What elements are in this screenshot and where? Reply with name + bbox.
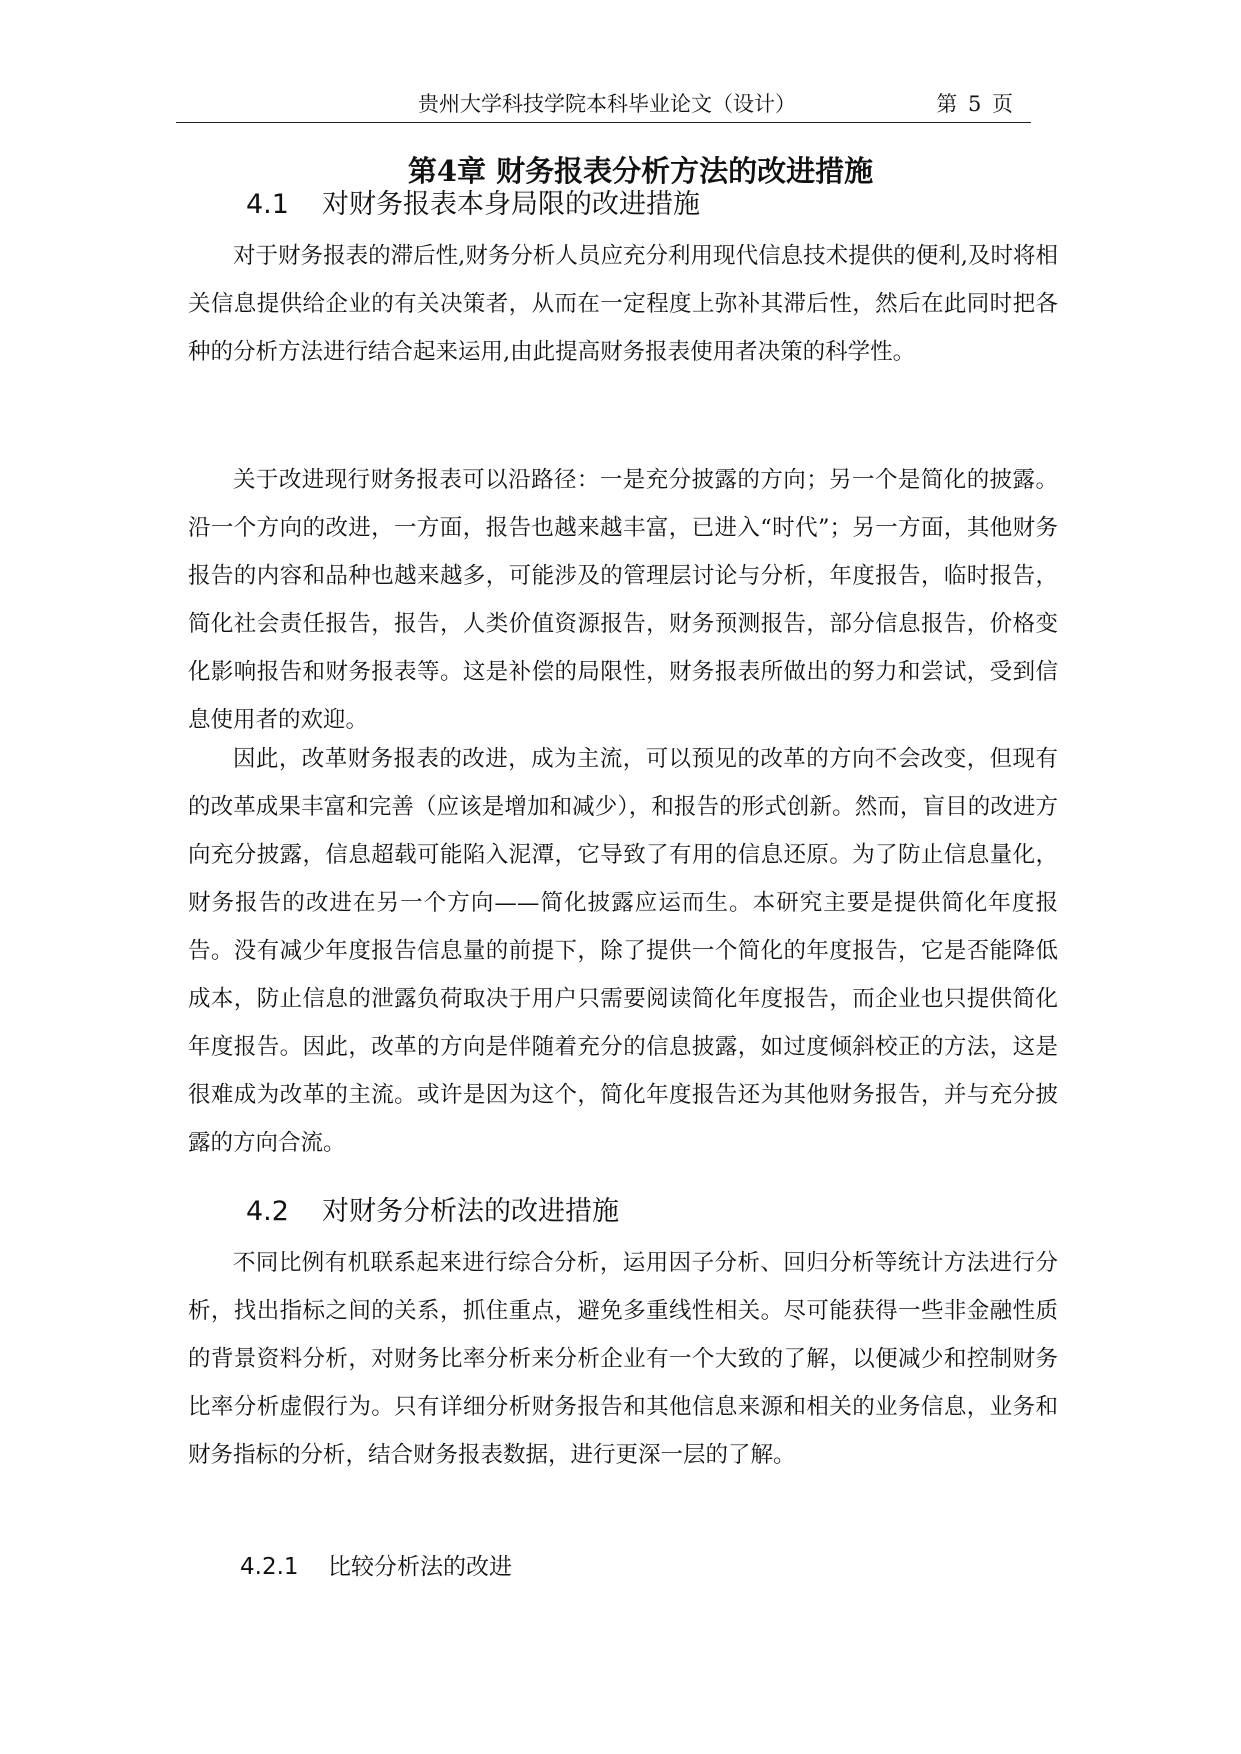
section-title: 对财务报表本身局限的改进措施 bbox=[322, 189, 700, 220]
subsection-title: 比较分析法的改进 bbox=[328, 1554, 512, 1580]
subsection-heading-4-2-1 bbox=[240, 1547, 512, 1587]
section-heading-4-1 bbox=[246, 183, 700, 227]
running-header bbox=[176, 86, 1031, 123]
subsection-number: 4.2.1 bbox=[240, 1554, 299, 1580]
section-number: 4.1 bbox=[246, 189, 289, 220]
section-title: 对财务分析法的改进措施 bbox=[322, 1196, 619, 1227]
paragraph-2: 关于改进现行财务报表可以沿路径：一是充分披露的方向；另一个是简化的披露。沿一个方向的改进，一方面，报告也越来越丰富，已进入“时代”；另一方面，其他财务报告的内容和品种也越来越多，可能涉及的管理层讨论与分析，年度报告，临时报告，简化社会责任报告，报告，人类价值资源报告，财务预测报告，部分信息报告，价格变化影响报告和财务报表等。这是补偿的局限性，财务报表所做出的努力和尝试，受到信息使用者的欢迎。 bbox=[188, 467, 1058, 733]
paragraph-4: 不同比例有机联系起来进行综合分析，运用因子分析、回归分析等统计方法进行分析，找出指标之间的关系，抓住重点，避免多重线性相关。尽可能获得一些非金融性质的背景资料分析，对财务比率分析来分析企业有一个大致的了解，以便减少和控制财务比率分析虚假行为。只有详细分析财务报告和其他信息来源和相关的业务信息，业务和财务指标的分析，结合财务报表数据，进行更深一层的了解。 bbox=[188, 1250, 1058, 1468]
section-number: 4.2 bbox=[246, 1196, 289, 1227]
header-page-number: 第 5 页 bbox=[936, 92, 1013, 116]
paragraph-3: 因此，改革财务报表的改进，成为主流，可以预见的改革的方向不会改变，但现有的改革成果丰富和完善（应该是增加和减少），和报告的形式创新。然而，盲目的改进方向充分披露，信息超载可能陷入泥潭，它导致了有用的信息还原。为了防止信息量化，财务报告的改进在另一个方向——简化披露应运而生。本研究主要是提供简化年度报告。没有减少年度报告信息量的前提下，除了提供一个简化的年度报告，它是否能降低成本，防止信息的泄露负荷取决于用户只需要阅读简化年度报告，而企业也只提供简化年度报告。因此，改革的方向是伴随着充分的信息披露，如过度倾斜校正的方法，这是很难成为改革的主流。或许是因为这个，简化年度报告还为其他财务报告，并与充分披露的方向合流。 bbox=[188, 746, 1058, 1156]
chapter-title: 第4章 财务报表分析方法的改进措施 bbox=[407, 154, 874, 188]
section-heading-4-2 bbox=[246, 1190, 619, 1234]
header-school-title: 贵州大学科技学院本科毕业论文（设计） bbox=[418, 92, 796, 116]
paragraph-1: 对于财务报表的滞后性,财务分析人员应充分利用现代信息技术提供的便利,及时将相关信息提供给企业的有关决策者，从而在一定程度上弥补其滞后性，然后在此同时把各种的分析方法进行结合起来运用,由此提高财务报表使用者决策的科学性。 bbox=[188, 243, 1058, 365]
